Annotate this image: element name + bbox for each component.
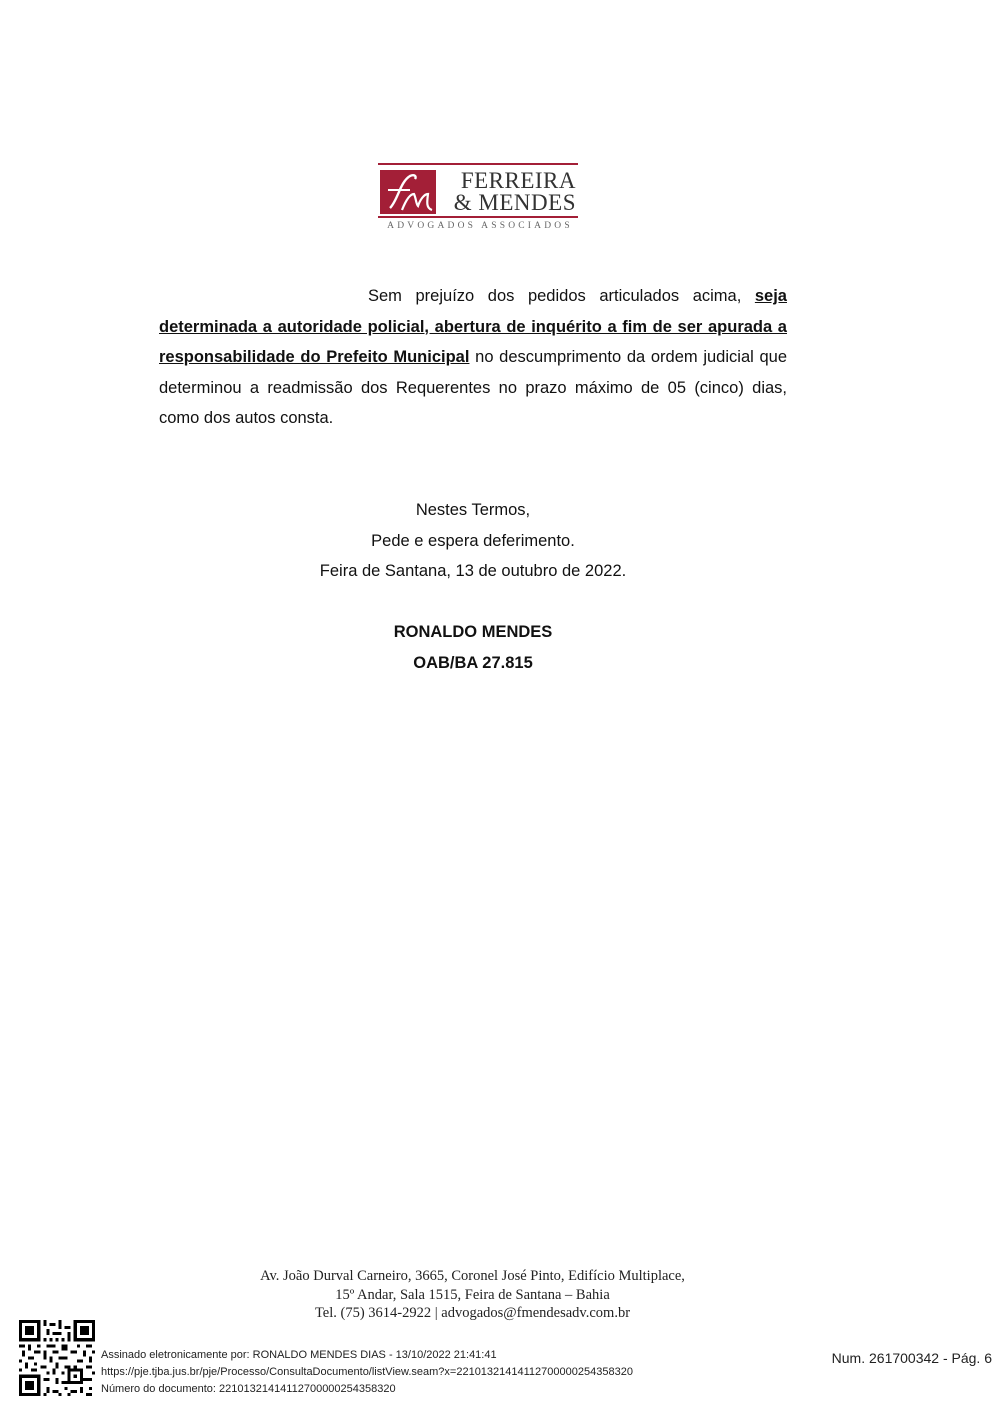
closing-date: Feira de Santana, 13 de outubro de 2022.: [319, 562, 627, 580]
logo-name-line1: FERREIRA: [460, 168, 576, 193]
firm-logo: [378, 163, 582, 235]
paragraph-emphasis: seja determinada a autoridade policial, abertura de inquérito a fim de ser apurada a responsabilidade do Prefeito Municipal: [159, 287, 787, 366]
closing-block: [159, 495, 787, 587]
verification-url[interactable]: https://pje.tjba.jus.br/pje/Processo/ConsultaDocumento/listView.seam?x=22101321414112700000254358320: [101, 1366, 633, 1378]
paragraph-tail: no descumprimento da ordem judicial que determinou a readmissão dos Requerentes no prazo máximo de 05 (cinco) dias, como dos autos consta.: [159, 348, 788, 427]
closing-line1: Nestes Termos,: [415, 501, 531, 519]
address-line2: 15º Andar, Sala 1515, Feira de Santana – Bahia: [335, 1286, 610, 1303]
request-paragraph: [159, 281, 787, 434]
signatory-name: RONALDO MENDES: [393, 623, 553, 641]
document-number: Número do documento: 22101321414112700000254358320: [101, 1383, 396, 1395]
logo-tagline: ADVOGADOS ASSOCIADOS: [387, 221, 573, 231]
footer-address: [190, 1267, 755, 1323]
signatory-oab: OAB/BA 27.815: [413, 653, 533, 672]
logo-top-rule: [378, 163, 578, 165]
address-line3: Tel. (75) 3614-2922 | advogados@fmendesadv.com.br: [314, 1305, 631, 1321]
qr-code-icon: [19, 1320, 95, 1396]
signed-by-line: Assinado eletronicamente por: RONALDO MENDES DIAS - 13/10/2022 21:41:41: [101, 1349, 497, 1361]
paragraph-lead: Sem prejuízo dos pedidos articulados acima,: [368, 287, 755, 305]
logo-bottom-rule: [378, 216, 578, 218]
address-line1: Av. João Durval Carneiro, 3665, Coronel José Pinto, Edifício Multiplace,: [260, 1268, 685, 1284]
logo-monogram: [380, 170, 436, 214]
signature-block: [159, 617, 787, 678]
e-signature-stamp: [101, 1347, 633, 1398]
page-number: Num. 261700342 - Pág. 6: [831, 1350, 992, 1366]
closing-line2: Pede e espera deferimento.: [371, 531, 575, 550]
logo-name-line2: & MENDES: [453, 190, 576, 215]
